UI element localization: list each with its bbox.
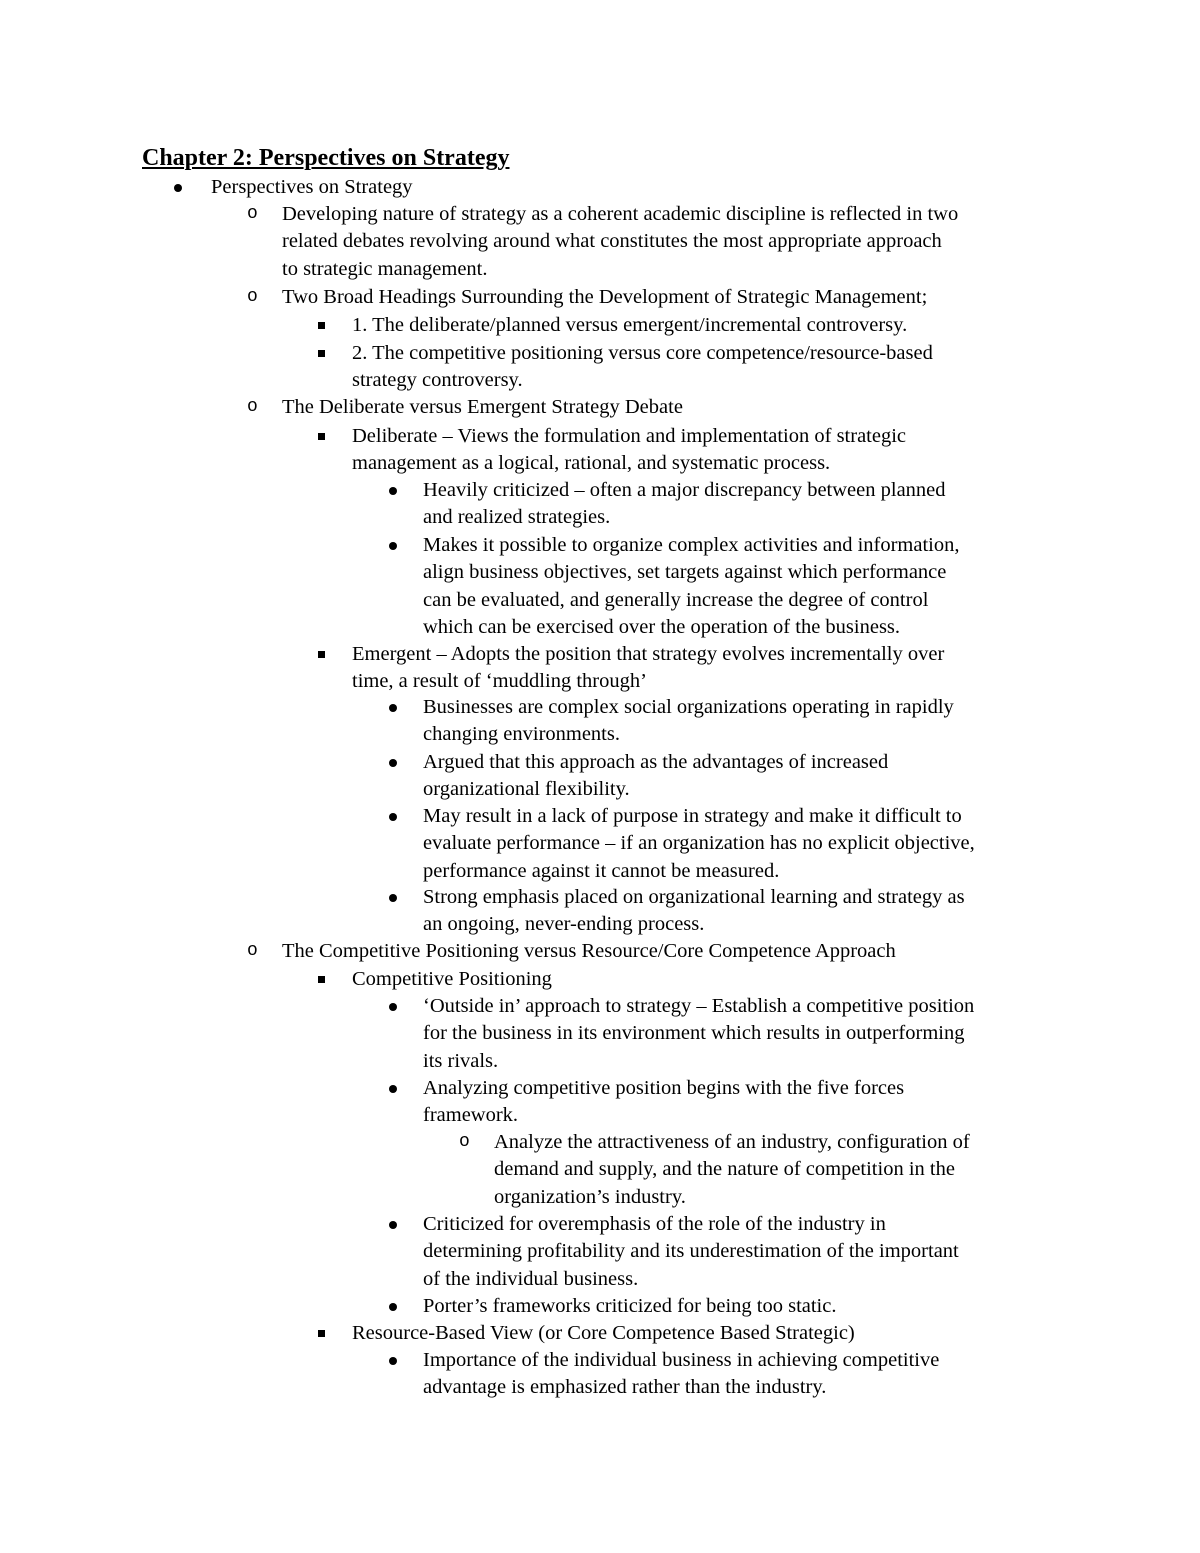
list-item-text: advantage is emphasized rather than the industry. <box>423 1376 827 1399</box>
list-item-text: organization’s industry. <box>494 1185 686 1208</box>
bullet-circle-icon <box>247 284 258 311</box>
list-item-text: and realized strategies. <box>423 506 611 529</box>
list-item <box>423 1347 939 1402</box>
bullet-disc-icon <box>174 174 182 192</box>
list-item-text: Heavily criticized – often a major discrepancy between planned <box>423 479 946 501</box>
bullet-disc-icon <box>389 1211 397 1229</box>
list-item-text: which can be exercised over the operation of the business. <box>423 615 901 638</box>
list-item-text: Resource-Based View (or Core Competence Based Strategic) <box>352 1322 855 1344</box>
list-item-text: The Competitive Positioning versus Resource/Core Competence Approach <box>282 940 896 962</box>
list-item-text: Analyzing competitive position begins with the five forces <box>423 1077 905 1099</box>
list-item-text: Perspectives on Strategy <box>211 176 413 198</box>
list-item <box>352 312 907 339</box>
bullet-disc-icon <box>389 993 397 1011</box>
list-item <box>352 340 933 395</box>
list-item-text: management as a logical, rational, and systematic process. <box>352 452 831 475</box>
bullet-circle-icon <box>247 201 258 228</box>
list-item <box>423 1075 904 1130</box>
list-item <box>282 394 683 421</box>
list-item-text: Analyze the attractiveness of an industry, configuration of <box>494 1131 970 1153</box>
list-item-text: May result in a lack of purpose in strategy and make it difficult to <box>423 805 962 827</box>
list-item-text: of the individual business. <box>423 1267 639 1290</box>
list-item-text: its rivals. <box>423 1049 499 1072</box>
bullet-square-icon <box>318 1320 325 1337</box>
list-item <box>423 884 965 939</box>
list-item-text: Criticized for overemphasis of the role of the industry in <box>423 1213 886 1235</box>
list-item-text: time, a result of ‘muddling through’ <box>352 670 647 693</box>
list-item-text: evaluate performance – if an organization has no explicit objective, <box>423 832 975 855</box>
list-item <box>494 1129 970 1211</box>
list-item-text: Makes it possible to organize complex activities and information, <box>423 534 960 556</box>
list-item-text: Two Broad Headings Surrounding the Development of Strategic Management; <box>282 286 928 308</box>
list-item-text: to strategic management. <box>282 257 488 280</box>
list-item <box>352 641 944 696</box>
list-item-text: ‘Outside in’ approach to strategy – Establish a competitive position <box>423 995 975 1017</box>
list-item-text: determining profitability and its underestimation of the important <box>423 1240 959 1263</box>
bullet-disc-icon <box>389 1075 397 1093</box>
list-item-text: The Deliberate versus Emergent Strategy Debate <box>282 396 683 418</box>
list-item <box>423 532 959 641</box>
bullet-circle-icon <box>247 938 258 965</box>
list-item-text: framework. <box>423 1104 519 1127</box>
list-item-text: Developing nature of strategy as a coherent academic discipline is reflected in two <box>282 203 959 225</box>
list-item <box>282 201 958 283</box>
bullet-disc-icon <box>389 477 397 495</box>
bullet-disc-icon <box>389 1347 397 1365</box>
list-item-text: Porter’s frameworks criticized for being too static. <box>423 1295 837 1317</box>
list-item <box>352 1320 855 1347</box>
bullet-disc-icon <box>389 532 397 550</box>
bullet-disc-icon <box>389 1293 397 1311</box>
list-item <box>423 694 954 749</box>
list-item <box>282 284 927 311</box>
list-item-text: can be evaluated, and generally increase the degree of control <box>423 588 929 611</box>
list-item-text: Businesses are complex social organizations operating in rapidly <box>423 696 954 718</box>
list-item-text: demand and supply, and the nature of competition in the <box>494 1158 955 1181</box>
bullet-square-icon <box>318 966 325 983</box>
list-item <box>423 993 974 1075</box>
list-item-text: performance against it cannot be measured. <box>423 859 780 882</box>
bullet-disc-icon <box>389 803 397 821</box>
bullet-circle-icon <box>247 394 258 421</box>
bullet-square-icon <box>318 641 325 658</box>
page-title: Chapter 2: Perspectives on Strategy <box>142 145 510 171</box>
list-item <box>423 749 888 804</box>
list-item-text: Competitive Positioning <box>352 968 552 990</box>
list-item-text: changing environments. <box>423 723 620 746</box>
list-item-text: Argued that this approach as the advantages of increased <box>423 751 889 773</box>
bullet-disc-icon <box>389 749 397 767</box>
list-item-text: align business objectives, set targets against which performance <box>423 561 947 584</box>
list-item-text: for the business in its environment which results in outperforming <box>423 1022 965 1045</box>
list-item <box>423 803 975 885</box>
list-item-text: Deliberate – Views the formulation and implementation of strategic <box>352 425 907 447</box>
list-item-text: Strong emphasis placed on organizational learning and strategy as <box>423 886 965 908</box>
list-item-text: Emergent – Adopts the position that strategy evolves incrementally over <box>352 643 945 665</box>
list-item <box>423 477 946 532</box>
list-item <box>352 966 552 993</box>
bullet-square-icon <box>318 312 325 329</box>
bullet-circle-icon <box>459 1129 470 1156</box>
list-item-text: organizational flexibility. <box>423 778 630 801</box>
list-item-text: Importance of the individual business in achieving competitive <box>423 1349 940 1371</box>
list-item-text: strategy controversy. <box>352 369 523 392</box>
list-item <box>211 174 413 201</box>
bullet-disc-icon <box>389 694 397 712</box>
bullet-square-icon <box>318 340 325 357</box>
bullet-disc-icon <box>389 884 397 902</box>
bullet-square-icon <box>318 423 325 440</box>
list-item-text: an ongoing, never-ending process. <box>423 913 705 936</box>
list-item <box>282 938 896 965</box>
list-item-text: 2. The competitive positioning versus core competence/resource-based <box>352 342 933 364</box>
list-item-text: 1. The deliberate/planned versus emergent/incremental controversy. <box>352 314 908 336</box>
list-item <box>423 1293 836 1320</box>
list-item <box>423 1211 959 1293</box>
list-item <box>352 423 906 478</box>
list-item-text: related debates revolving around what constitutes the most appropriate approach <box>282 230 942 253</box>
